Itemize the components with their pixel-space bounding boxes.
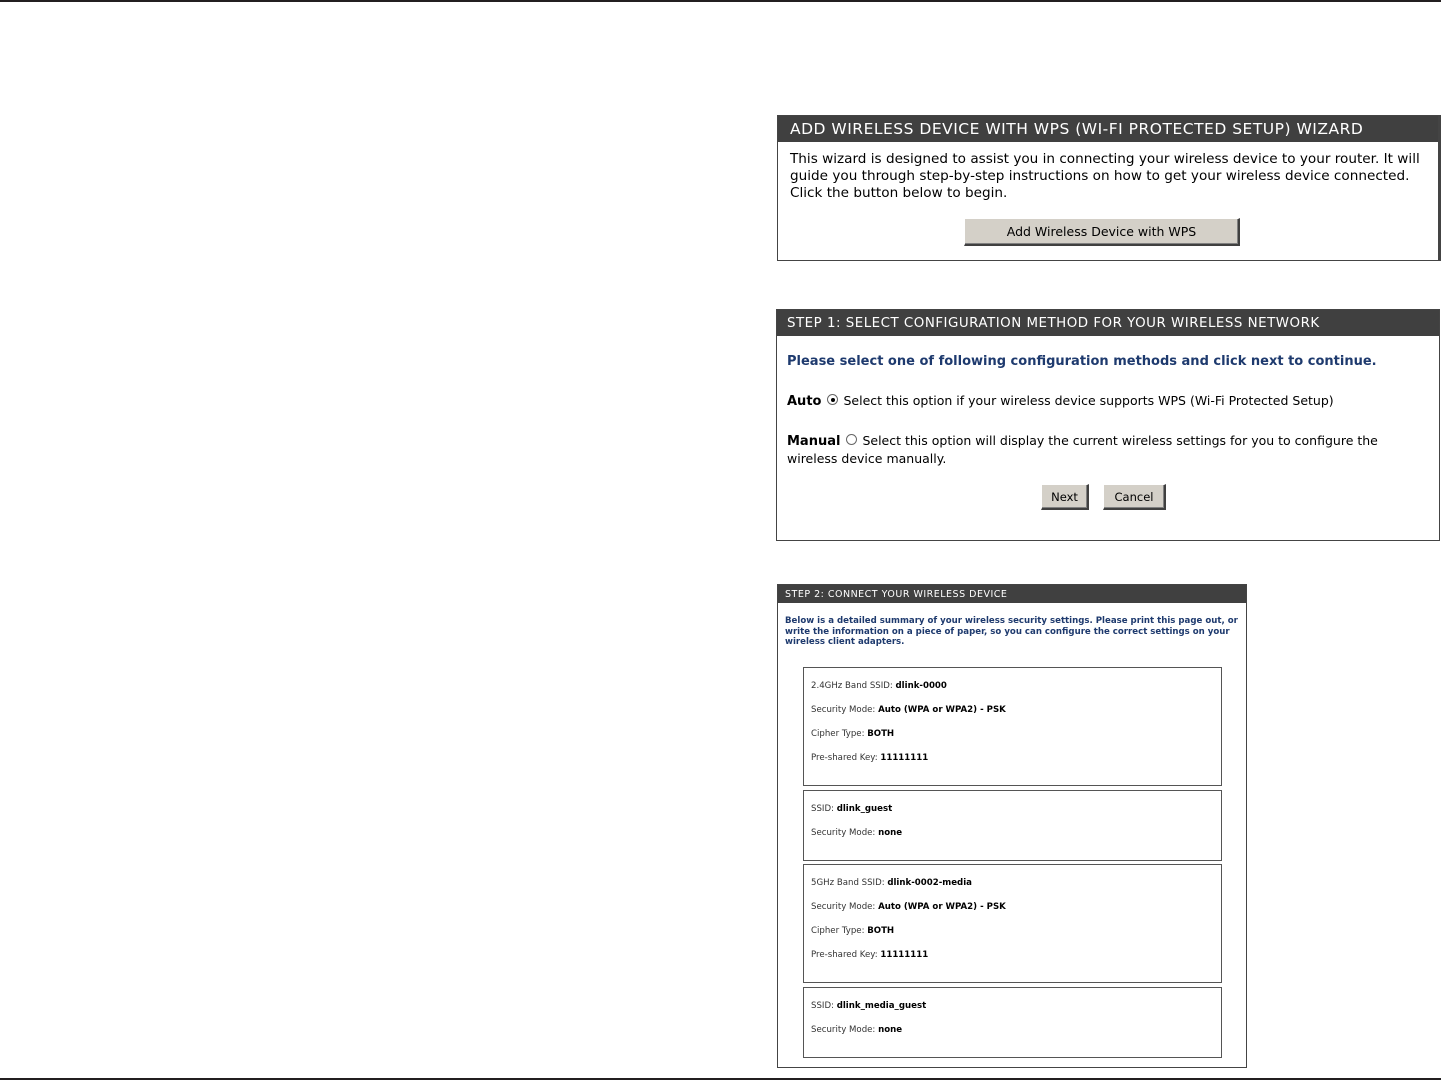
row-value: dlink_guest [836, 804, 893, 814]
add-wireless-device-button[interactable]: Add Wireless Device with WPS [964, 218, 1240, 246]
cancel-button[interactable]: Cancel [1103, 484, 1166, 510]
pre-shared-key-row [811, 950, 928, 960]
wps-wizard-intro: This wizard is designed to assist you in connecting your wireless device to your router. It will guide you through step-by-step instructions on how to get your wireless device connected. Click the button below to begin. [790, 151, 1420, 201]
row-value: 11111111 [880, 950, 929, 960]
step2-header: STEP 2: CONNECT YOUR WIRELESS DEVICE [778, 585, 1246, 603]
row-key: Security Mode: [811, 1025, 876, 1035]
row-value: Auto (WPA or WPA2) - PSK [878, 705, 1006, 715]
row-key: Pre-shared Key: [811, 753, 878, 763]
auto-description: Select this option if your wireless device supports WPS (Wi-Fi Protected Setup) [843, 393, 1334, 408]
row-value: dlink-0000 [895, 681, 947, 691]
row-key: Security Mode: [811, 902, 876, 912]
row-value: 11111111 [880, 753, 929, 763]
step2-panel [777, 584, 1247, 1068]
wps-wizard-header: ADD WIRELESS DEVICE WITH WPS (WI-FI PROTECTED SETUP) WIZARD [778, 116, 1438, 142]
row-key: Pre-shared Key: [811, 950, 878, 960]
ssid-row [811, 1001, 926, 1011]
security-mode-row [811, 705, 1006, 715]
row-value: Auto (WPA or WPA2) - PSK [878, 902, 1006, 912]
next-button[interactable]: Next [1041, 484, 1089, 510]
ssid-row [811, 878, 972, 888]
network-summary-box [803, 790, 1222, 861]
network-summary-box [803, 987, 1222, 1058]
row-value: dlink_media_guest [836, 1001, 927, 1011]
security-mode-row [811, 828, 902, 838]
row-key: SSID: [811, 1001, 834, 1011]
row-value: none [878, 828, 903, 838]
manual-option [787, 432, 1427, 467]
step1-panel [776, 309, 1440, 541]
pre-shared-key-row [811, 753, 928, 763]
security-mode-row [811, 902, 1006, 912]
row-value: BOTH [867, 926, 895, 936]
ssid-row [811, 681, 947, 691]
network-summary-box [803, 864, 1222, 983]
auto-radio[interactable] [827, 394, 838, 405]
step2-summary: Below is a detailed summary of your wireless security settings. Please print this page out, or write the information on a piece of paper, so you can configure the correct settings on your wireless client adapters. [785, 616, 1238, 647]
row-key: Cipher Type: [811, 926, 865, 936]
step1-header: STEP 1: SELECT CONFIGURATION METHOD FOR YOUR WIRELESS NETWORK [777, 310, 1439, 336]
manual-label: Manual [787, 434, 841, 449]
top-rule [0, 0, 1441, 2]
auto-option [787, 392, 1427, 410]
bottom-rule [0, 1078, 1441, 1080]
cipher-type-row [811, 926, 894, 936]
row-key: Security Mode: [811, 705, 876, 715]
cipher-type-row [811, 729, 894, 739]
row-value: BOTH [867, 729, 895, 739]
manual-radio[interactable] [846, 434, 857, 445]
security-mode-row [811, 1025, 902, 1035]
row-key: SSID: [811, 804, 834, 814]
network-summary-box [803, 667, 1222, 786]
manual-description: Select this option will display the current wireless settings for you to configure the wireless device manually. [787, 433, 1378, 466]
row-value: none [878, 1025, 903, 1035]
row-key: Security Mode: [811, 828, 876, 838]
wps-wizard-panel [777, 115, 1441, 261]
row-value: dlink-0002-media [887, 878, 972, 888]
row-key: 2.4GHz Band SSID: [811, 681, 893, 691]
step1-prompt: Please select one of following configuration methods and click next to continue. [787, 354, 1377, 369]
row-key: Cipher Type: [811, 729, 865, 739]
row-key: 5GHz Band SSID: [811, 878, 885, 888]
ssid-row [811, 804, 892, 814]
auto-label: Auto [787, 394, 822, 409]
